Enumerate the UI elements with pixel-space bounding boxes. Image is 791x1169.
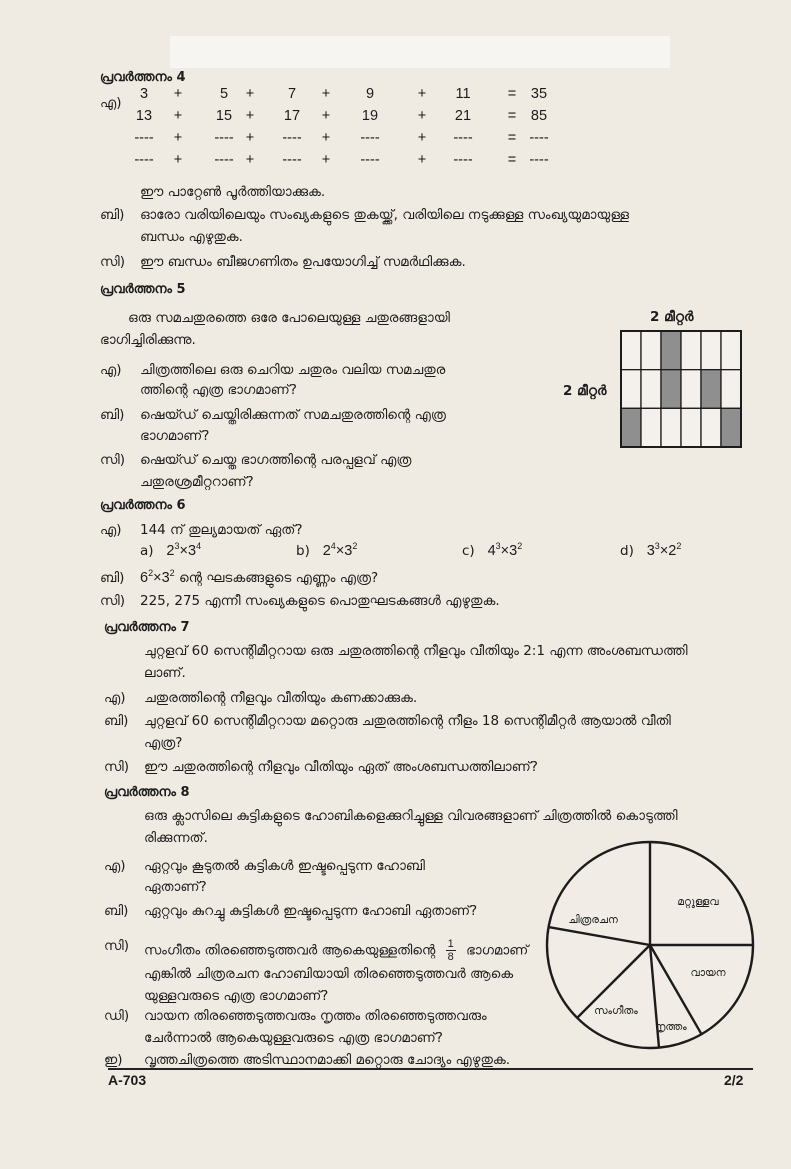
grid-side-dimension-label: 2 മീറ്റർ (563, 383, 607, 399)
pattern-cell-r1-c7: + (417, 108, 427, 124)
pattern-cell-r1-c4: 17 (283, 108, 301, 124)
activity-8-c-line1: സംഗീതം തിരഞ്ഞെടുത്തവർ ആകെയുള്ളതിന്റെ $\frac{1}{8}$ ഭാഗമാണ് (144, 938, 529, 964)
paper-code: A-703 (108, 1072, 147, 1088)
activity-8-a-line2: ഏതാണ്? (144, 879, 207, 895)
pattern-cell-r3-c4: ---- (282, 152, 302, 168)
pattern-cell-r2-c5: + (321, 130, 331, 146)
pattern-cell-r2-c0: ---- (134, 130, 154, 146)
pattern-cell-r3-c1: + (173, 152, 183, 168)
activity-7-a-text: ചതുരത്തിന്റെ നീളവും വീതിയും കണക്കാക്കുക. (144, 690, 418, 706)
activity-4-c-text: ഈ ബന്ധം ബീജഗണിതം ഉപയോഗിച്ച് സമർഥിക്കുക. (140, 254, 466, 270)
pattern-cell-r3-c9: = (507, 152, 517, 168)
pattern-cell-r2-c8: ---- (453, 130, 473, 146)
activity-8-d-label: ഡി) (104, 1008, 130, 1024)
pattern-cell-r2-c9: = (507, 130, 517, 146)
activity-5-a-line2: ത്തിന്റെ എത്ര ഭാഗമാണ്? (140, 382, 297, 398)
activity-8-d-line1: വായന തിരഞ്ഞെടുത്തവരും നൃത്തം തിരഞ്ഞെടുത്തവരും (144, 1008, 487, 1024)
pattern-cell-r0-c6: 9 (365, 86, 375, 102)
pattern-cell-r0-c8: 11 (455, 86, 471, 102)
activity-6-heading: പ്രവർത്തനം 6 (100, 498, 186, 513)
grid-cell-r2-c0 (621, 408, 641, 447)
pattern-cell-r1-c10: 85 (530, 108, 548, 124)
activity-7-b-line1: ചുറ്റളവ് 60 സെന്റിമീറ്ററായ മറ്റൊരു ചതുരത്തിന്റെ നീളം 18 സെന്റിമീറ്റർ ആയാൽ വീതി (144, 713, 671, 729)
grid-cell-r2-c5 (721, 408, 741, 447)
activity-5-a-line1: ചിത്രത്തിലെ ഒരു ചെറിയ ചതുരം വലിയ സമചതുര (140, 362, 446, 378)
pattern-cell-r1-c0: 13 (135, 108, 153, 124)
activity-5-heading: പ്രവർത്തനം 5 (100, 282, 186, 297)
activity-7-c-text: ഈ ചതുരത്തിന്റെ നീളവും വീതിയും ഏത് അംശബന്ധത്തിലാണ്? (144, 759, 538, 775)
activity-8-heading: പ്രവർത്തനം 8 (104, 785, 190, 800)
pattern-cell-r2-c6: ---- (360, 130, 380, 146)
activity-8-d-line2: ചേർന്നാൽ ആകെയുള്ളവരുടെ എത്ര ഭാഗമാണ്? (144, 1030, 443, 1046)
activity-6-a-question: 144 ന് തുല്യമായത് ഏത്? (140, 522, 303, 538)
grid-cell-r2-c3 (681, 408, 701, 447)
activity-5-c-label: സി) (100, 452, 125, 468)
grid-top-dimension-label: 2 മീറ്റർ (650, 309, 694, 325)
activity-7-intro-1: ചുറ്റളവ് 60 സെന്റിമീറ്ററായ ഒരു ചതുരത്തിന്റെ നീളവും വീതിയും 2:1 എന്ന അംശബന്ധത്തി (144, 643, 688, 659)
activity-5-intro-1: ഒരു സമചതുരത്തെ ഒരേ പോലെയുള്ള ചതുരങ്ങളായി (128, 310, 450, 326)
activity-5-c-line2: ചതുരശ്രമീറ്ററാണ്? (140, 474, 254, 490)
activity-5-a-label: എ) (100, 362, 122, 378)
activity-8-intro-2: രിക്കുന്നത്. (144, 830, 208, 846)
activity-4-c-label: സി) (100, 254, 125, 270)
grid-cell-r0-c3 (681, 331, 701, 370)
activity-4-instruction: ഈ പാറ്റേൺ പൂർത്തിയാക്കുക. (140, 184, 326, 200)
option-d: d) $3^3\times 2^2$ (620, 541, 682, 559)
activity-6-c-label: സി) (100, 593, 125, 609)
footer-rule (108, 1068, 753, 1070)
pie-label-2: നൃത്തം (655, 1021, 687, 1033)
grid-cell-r1-c4 (701, 370, 721, 409)
pattern-cell-r0-c2: 5 (219, 86, 229, 102)
grid-cell-r0-c1 (641, 331, 661, 370)
grid-cell-r2-c2 (661, 408, 681, 447)
activity-7-intro-2: ലാണ്. (144, 665, 186, 681)
pattern-cell-r1-c1: + (173, 108, 183, 124)
pattern-cell-r3-c5: + (321, 152, 331, 168)
grid-cell-r2-c1 (641, 408, 661, 447)
pattern-cell-r2-c7: + (417, 130, 427, 146)
pattern-cell-r1-c6: 19 (361, 108, 379, 124)
pattern-cell-r3-c8: ---- (453, 152, 473, 168)
activity-7-b-line2: എത്ര? (144, 735, 183, 751)
activity-6-b-label: ബി) (100, 570, 125, 586)
activity-5-b-line2: ഭാഗമാണ്? (140, 428, 210, 444)
activity-5-c-line1: ഷെയ്ഡ് ചെയ്ത ഭാഗത്തിന്റെ പരപ്പളവ് എത്ര (140, 452, 412, 468)
number-pattern-grid (130, 86, 570, 176)
pattern-cell-r0-c0: 3 (139, 86, 149, 102)
pie-label-1: വായന (690, 967, 726, 979)
hobby-pie-chart (543, 838, 757, 1052)
activity-6-b-question: $6^2\times 3^2$ ന്റെ ഘടകങ്ങളുടെ എണ്ണം എത്ര? (140, 568, 379, 586)
pie-label-0: മറ്റുള്ളവ (677, 896, 719, 908)
activity-8-intro-1: ഒരു ക്ലാസിലെ കുട്ടികളുടെ ഹോബികളെക്കുറിച്ചുള്ള വിവരങ്ങളാണ് ചിത്രത്തിൽ കൊടുത്തി (144, 808, 678, 824)
pattern-cell-r2-c10: ---- (529, 130, 549, 146)
pattern-cell-r2-c1: + (173, 130, 183, 146)
pattern-cell-r3-c0: ---- (134, 152, 154, 168)
activity-4-a-label: എ) (100, 95, 122, 111)
pattern-cell-r3-c2: ---- (214, 152, 234, 168)
activity-8-c-line2: എങ്കിൽ ചിത്രരചന ഹോബിയായി തിരഞ്ഞെടുത്തവർ ആകെ (144, 966, 514, 982)
option-a: a) $2^3\times 3^4$ (140, 541, 202, 559)
pattern-cell-r2-c3: + (245, 130, 255, 146)
pattern-cell-r2-c4: ---- (282, 130, 302, 146)
pattern-cell-r1-c2: 15 (215, 108, 233, 124)
activity-5-b-label: ബി) (100, 407, 125, 423)
pattern-cell-r3-c7: + (417, 152, 427, 168)
blank-header-strip (170, 36, 670, 68)
pattern-cell-r0-c9: = (507, 86, 517, 102)
pattern-cell-r0-c3: + (245, 86, 255, 102)
pattern-cell-r0-c4: 7 (287, 86, 297, 102)
grid-cell-r1-c1 (641, 370, 661, 409)
activity-7-b-label: ബി) (104, 713, 129, 729)
activity-6-a-label: എ) (100, 522, 122, 538)
pattern-cell-r0-c1: + (173, 86, 183, 102)
activity-6-c-text: 225, 275 എന്നീ സംഖ്യകളുടെ പൊതുഘടകങ്ങൾ എഴുതുക. (140, 593, 500, 609)
activity-4-heading: പ്രവർത്തനം 4 (100, 70, 186, 85)
activity-7-a-label: എ) (104, 690, 126, 706)
activity-4-b-line1: ഓരോ വരിയിലെയും സംഖ്യകളുടെ തുകയ്ക്ക്, വരിയിലെ നടുക്കുള്ള സംഖ്യയുമായുള്ള (140, 207, 629, 223)
activity-8-c-line3: യുള്ളവരുടെ എത്ര ഭാഗമാണ്? (144, 988, 329, 1004)
activity-7-heading: പ്രവർത്തനം 7 (104, 620, 190, 635)
fraction-one-eighth: $\frac{1}{8}$ (447, 938, 454, 964)
pie-label-4: ചിത്രരചന (568, 914, 618, 926)
pattern-cell-r0-c10: 35 (530, 86, 548, 102)
activity-8-b-text: ഏറ്റവും കുറച്ചു കുട്ടികൾ ഇഷ്ടപ്പെടുന്ന ഹോബി ഏതാണ്? (144, 903, 478, 919)
activity-8-c-label: സി) (104, 938, 129, 954)
pattern-cell-r0-c7: + (417, 86, 427, 102)
pattern-cell-r3-c3: + (245, 152, 255, 168)
pattern-cell-r1-c5: + (321, 108, 331, 124)
pattern-cell-r3-c6: ---- (360, 152, 380, 168)
grid-cell-r1-c3 (681, 370, 701, 409)
pattern-cell-r1-c9: = (507, 108, 517, 124)
activity-8-e-label: ഇ) (104, 1052, 123, 1068)
pie-label-3: സംഗീതം (594, 1005, 638, 1017)
activity-8-a-line1: ഏറ്റവും കൂടുതൽ കുട്ടികൾ ഇഷ്ടപ്പെടുന്ന ഹോബി (144, 858, 425, 874)
activity-7-c-label: സി) (104, 759, 129, 775)
activity-8-e-text: വൃത്തചിത്രത്തെ അടിസ്ഥാനമാക്കി മറ്റൊരു ചോദ്യം എഴുതുക. (144, 1052, 511, 1068)
activity-8-a-label: എ) (104, 858, 126, 874)
grid-cell-r0-c0 (621, 331, 641, 370)
activity-4-b-line2: ബന്ധം എഴുതുക. (140, 229, 243, 245)
grid-cell-r2-c4 (701, 408, 721, 447)
grid-cell-r1-c2 (661, 370, 681, 409)
pattern-cell-r3-c10: ---- (529, 152, 549, 168)
page-number: 2/2 (724, 1072, 744, 1088)
option-b: b) $2^4\times 3^2$ (296, 541, 358, 559)
grid-cell-r0-c2 (661, 331, 681, 370)
grid-cell-r1-c5 (721, 370, 741, 409)
activity-5-intro-2: ഭാഗിച്ചിരിക്കുന്നു. (100, 332, 196, 348)
grid-cell-r0-c5 (721, 331, 741, 370)
option-c: c) $4^3\times 3^2$ (462, 541, 523, 559)
pattern-cell-r0-c5: + (321, 86, 331, 102)
activity-5-b-line1: ഷെയ്ഡ് ചെയ്തിരിക്കുന്നത് സമചതുരത്തിന്റെ എത്ര (140, 407, 446, 423)
pattern-cell-r2-c2: ---- (214, 130, 234, 146)
grid-cell-r0-c4 (701, 331, 721, 370)
pattern-cell-r1-c3: + (245, 108, 255, 124)
pattern-cell-r1-c8: 21 (454, 108, 472, 124)
activity-8-b-label: ബി) (104, 903, 129, 919)
divided-square-figure (620, 330, 742, 448)
activity-4-b-label: ബി) (100, 207, 125, 223)
grid-cell-r1-c0 (621, 370, 641, 409)
